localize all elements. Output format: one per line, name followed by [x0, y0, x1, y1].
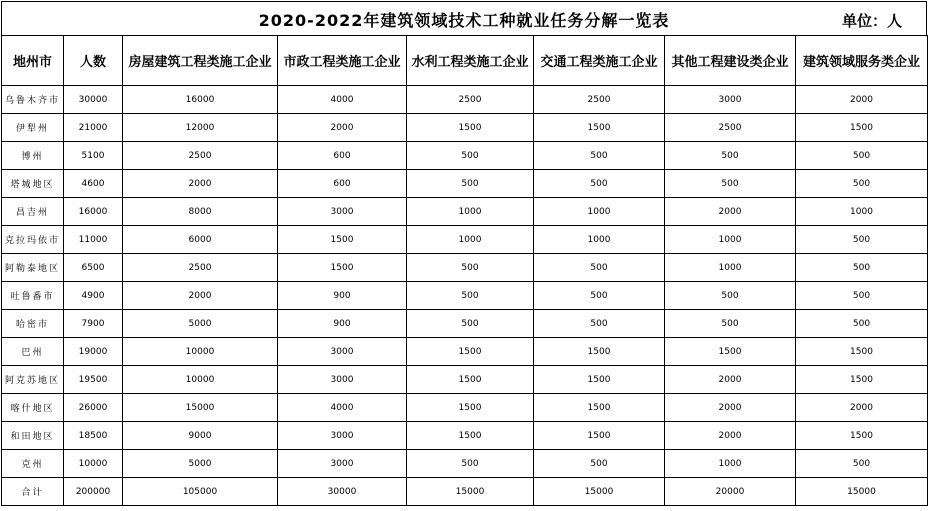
- cell-housing[interactable]: 9000: [123, 422, 278, 450]
- cell-water[interactable]: 500: [407, 450, 534, 478]
- cell-water[interactable]: 1500: [407, 366, 534, 394]
- cell-municipal[interactable]: 900: [278, 310, 407, 338]
- header-other[interactable]: 其他工程建设类企业: [665, 36, 796, 86]
- cell-city[interactable]: 博州: [2, 142, 64, 170]
- cell-city[interactable]: 哈密市: [2, 310, 64, 338]
- cell-other[interactable]: 1000: [665, 254, 796, 282]
- cell-transport[interactable]: 500: [534, 310, 665, 338]
- cell-city[interactable]: 克拉玛依市: [2, 226, 64, 254]
- cell-water[interactable]: 500: [407, 142, 534, 170]
- cell-people[interactable]: 26000: [64, 394, 123, 422]
- cell-other[interactable]: 2000: [665, 394, 796, 422]
- cell-other[interactable]: 3000: [665, 86, 796, 114]
- table-row: [2, 114, 928, 142]
- cell-service[interactable]: 1500: [796, 422, 928, 450]
- cell-water[interactable]: 1000: [407, 226, 534, 254]
- cell-people[interactable]: 16000: [64, 198, 123, 226]
- cell-water[interactable]: 1500: [407, 422, 534, 450]
- table-row: [2, 142, 928, 170]
- cell-service[interactable]: 1500: [796, 338, 928, 366]
- cell-water[interactable]: 500: [407, 310, 534, 338]
- cell-people[interactable]: 7900: [64, 310, 123, 338]
- cell-service[interactable]: 2000: [796, 394, 928, 422]
- cell-city[interactable]: 和田地区: [2, 422, 64, 450]
- cell-other[interactable]: 2500: [665, 114, 796, 142]
- cell-service[interactable]: 15000: [796, 478, 928, 506]
- cell-housing[interactable]: 5000: [123, 450, 278, 478]
- cell-municipal[interactable]: 4000: [278, 86, 407, 114]
- cell-transport[interactable]: 1000: [534, 226, 665, 254]
- employment-table: [1, 35, 928, 506]
- cell-city[interactable]: 吐鲁番市: [2, 282, 64, 310]
- cell-water[interactable]: 1500: [407, 114, 534, 142]
- cell-city[interactable]: 阿克苏地区: [2, 366, 64, 394]
- cell-other[interactable]: 500: [665, 310, 796, 338]
- cell-city[interactable]: 乌鲁木齐市: [2, 86, 64, 114]
- cell-service[interactable]: 1500: [796, 366, 928, 394]
- cell-municipal[interactable]: 3000: [278, 450, 407, 478]
- cell-municipal[interactable]: 3000: [278, 422, 407, 450]
- table-row: [2, 86, 928, 114]
- cell-housing[interactable]: 2500: [123, 254, 278, 282]
- cell-service[interactable]: 500: [796, 226, 928, 254]
- cell-service[interactable]: 500: [796, 170, 928, 198]
- cell-municipal[interactable]: 1500: [278, 254, 407, 282]
- cell-other[interactable]: 1000: [665, 450, 796, 478]
- header-municipal[interactable]: 市政工程类施工企业: [278, 36, 407, 86]
- cell-city[interactable]: 昌吉州: [2, 198, 64, 226]
- cell-municipal[interactable]: 900: [278, 282, 407, 310]
- cell-people[interactable]: 4600: [64, 170, 123, 198]
- header-housing[interactable]: 房屋建筑工程类施工企业: [123, 36, 278, 86]
- cell-people[interactable]: 4900: [64, 282, 123, 310]
- table-row: [2, 198, 928, 226]
- cell-water[interactable]: 500: [407, 170, 534, 198]
- cell-transport[interactable]: 1000: [534, 198, 665, 226]
- cell-other[interactable]: 500: [665, 142, 796, 170]
- cell-municipal[interactable]: 1500: [278, 226, 407, 254]
- cell-service[interactable]: 500: [796, 450, 928, 478]
- cell-people[interactable]: 19500: [64, 366, 123, 394]
- cell-transport[interactable]: 500: [534, 170, 665, 198]
- cell-housing[interactable]: 105000: [123, 478, 278, 506]
- cell-city[interactable]: 合计: [2, 478, 64, 506]
- cell-water[interactable]: 15000: [407, 478, 534, 506]
- cell-transport[interactable]: 500: [534, 142, 665, 170]
- cell-other[interactable]: 20000: [665, 478, 796, 506]
- table-row: [2, 254, 928, 282]
- cell-transport[interactable]: 1500: [534, 394, 665, 422]
- cell-housing[interactable]: 10000: [123, 338, 278, 366]
- cell-transport[interactable]: 500: [534, 282, 665, 310]
- cell-transport[interactable]: 500: [534, 254, 665, 282]
- cell-city[interactable]: 阿勒泰地区: [2, 254, 64, 282]
- cell-water[interactable]: 1000: [407, 198, 534, 226]
- cell-water[interactable]: 1500: [407, 394, 534, 422]
- cell-municipal[interactable]: 3000: [278, 338, 407, 366]
- cell-city[interactable]: 喀什地区: [2, 394, 64, 422]
- cell-other[interactable]: 500: [665, 282, 796, 310]
- title-row: [1, 1, 927, 35]
- cell-service[interactable]: 500: [796, 310, 928, 338]
- cell-housing[interactable]: 6000: [123, 226, 278, 254]
- cell-people[interactable]: 6500: [64, 254, 123, 282]
- cell-people[interactable]: 5100: [64, 142, 123, 170]
- cell-service[interactable]: 500: [796, 254, 928, 282]
- cell-people[interactable]: 18500: [64, 422, 123, 450]
- table-body: [2, 86, 928, 506]
- cell-other[interactable]: 500: [665, 170, 796, 198]
- cell-municipal[interactable]: 3000: [278, 198, 407, 226]
- cell-service[interactable]: 500: [796, 142, 928, 170]
- cell-transport[interactable]: 1500: [534, 422, 665, 450]
- table-row: [2, 338, 928, 366]
- table-row: [2, 226, 928, 254]
- cell-transport[interactable]: 1500: [534, 114, 665, 142]
- table-row: [2, 394, 928, 422]
- cell-other[interactable]: 2000: [665, 366, 796, 394]
- cell-housing[interactable]: 10000: [123, 366, 278, 394]
- cell-service[interactable]: 2000: [796, 86, 928, 114]
- cell-housing[interactable]: 16000: [123, 86, 278, 114]
- total-row: [2, 478, 928, 506]
- cell-service[interactable]: 1000: [796, 198, 928, 226]
- cell-municipal[interactable]: 30000: [278, 478, 407, 506]
- header-city[interactable]: 地州市: [2, 36, 64, 86]
- cell-service[interactable]: 500: [796, 282, 928, 310]
- cell-municipal[interactable]: 3000: [278, 366, 407, 394]
- cell-city[interactable]: 巴州: [2, 338, 64, 366]
- table-row: [2, 450, 928, 478]
- table-row: [2, 422, 928, 450]
- header-transport[interactable]: 交通工程类施工企业: [534, 36, 665, 86]
- cell-city[interactable]: 塔城地区: [2, 170, 64, 198]
- header-row: [2, 36, 928, 86]
- table-row: [2, 310, 928, 338]
- cell-city[interactable]: 克州: [2, 450, 64, 478]
- spreadsheet: [1, 1, 927, 509]
- cell-people[interactable]: 200000: [64, 478, 123, 506]
- cell-water[interactable]: 500: [407, 282, 534, 310]
- cell-housing[interactable]: 15000: [123, 394, 278, 422]
- cell-other[interactable]: 1000: [665, 226, 796, 254]
- table-row: [2, 282, 928, 310]
- cell-people[interactable]: 10000: [64, 450, 123, 478]
- cell-water[interactable]: 2500: [407, 86, 534, 114]
- cell-water[interactable]: 1500: [407, 338, 534, 366]
- cell-municipal[interactable]: 2000: [278, 114, 407, 142]
- cell-water[interactable]: 500: [407, 254, 534, 282]
- cell-service[interactable]: 1500: [796, 114, 928, 142]
- cell-people[interactable]: 11000: [64, 226, 123, 254]
- cell-municipal[interactable]: 4000: [278, 394, 407, 422]
- cell-housing[interactable]: 2000: [123, 282, 278, 310]
- header-service[interactable]: 建筑领域服务类企业: [796, 36, 928, 86]
- cell-other[interactable]: 1500: [665, 338, 796, 366]
- cell-housing[interactable]: 5000: [123, 310, 278, 338]
- cell-other[interactable]: 2000: [665, 198, 796, 226]
- cell-municipal[interactable]: 600: [278, 142, 407, 170]
- table-row: [2, 170, 928, 198]
- cell-transport[interactable]: 15000: [534, 478, 665, 506]
- cell-people[interactable]: 19000: [64, 338, 123, 366]
- cell-transport[interactable]: 1500: [534, 338, 665, 366]
- cell-housing[interactable]: 2000: [123, 170, 278, 198]
- cell-people[interactable]: 30000: [64, 86, 123, 114]
- cell-transport[interactable]: 500: [534, 450, 665, 478]
- cell-housing[interactable]: 12000: [123, 114, 278, 142]
- unit-label: 单位：人: [841, 12, 902, 30]
- cell-municipal[interactable]: 600: [278, 170, 407, 198]
- cell-transport[interactable]: 2500: [534, 86, 665, 114]
- header-water[interactable]: 水利工程类施工企业: [407, 36, 534, 86]
- cell-housing[interactable]: 2500: [123, 142, 278, 170]
- table-row: [2, 366, 928, 394]
- cell-people[interactable]: 21000: [64, 114, 123, 142]
- cell-transport[interactable]: 1500: [534, 366, 665, 394]
- cell-other[interactable]: 2000: [665, 422, 796, 450]
- header-people[interactable]: 人数: [64, 36, 123, 86]
- cell-city[interactable]: 伊犁州: [2, 114, 64, 142]
- table-title: 2020-2022年建筑领域技术工种就业任务分解一览表: [258, 11, 670, 30]
- cell-housing[interactable]: 8000: [123, 198, 278, 226]
